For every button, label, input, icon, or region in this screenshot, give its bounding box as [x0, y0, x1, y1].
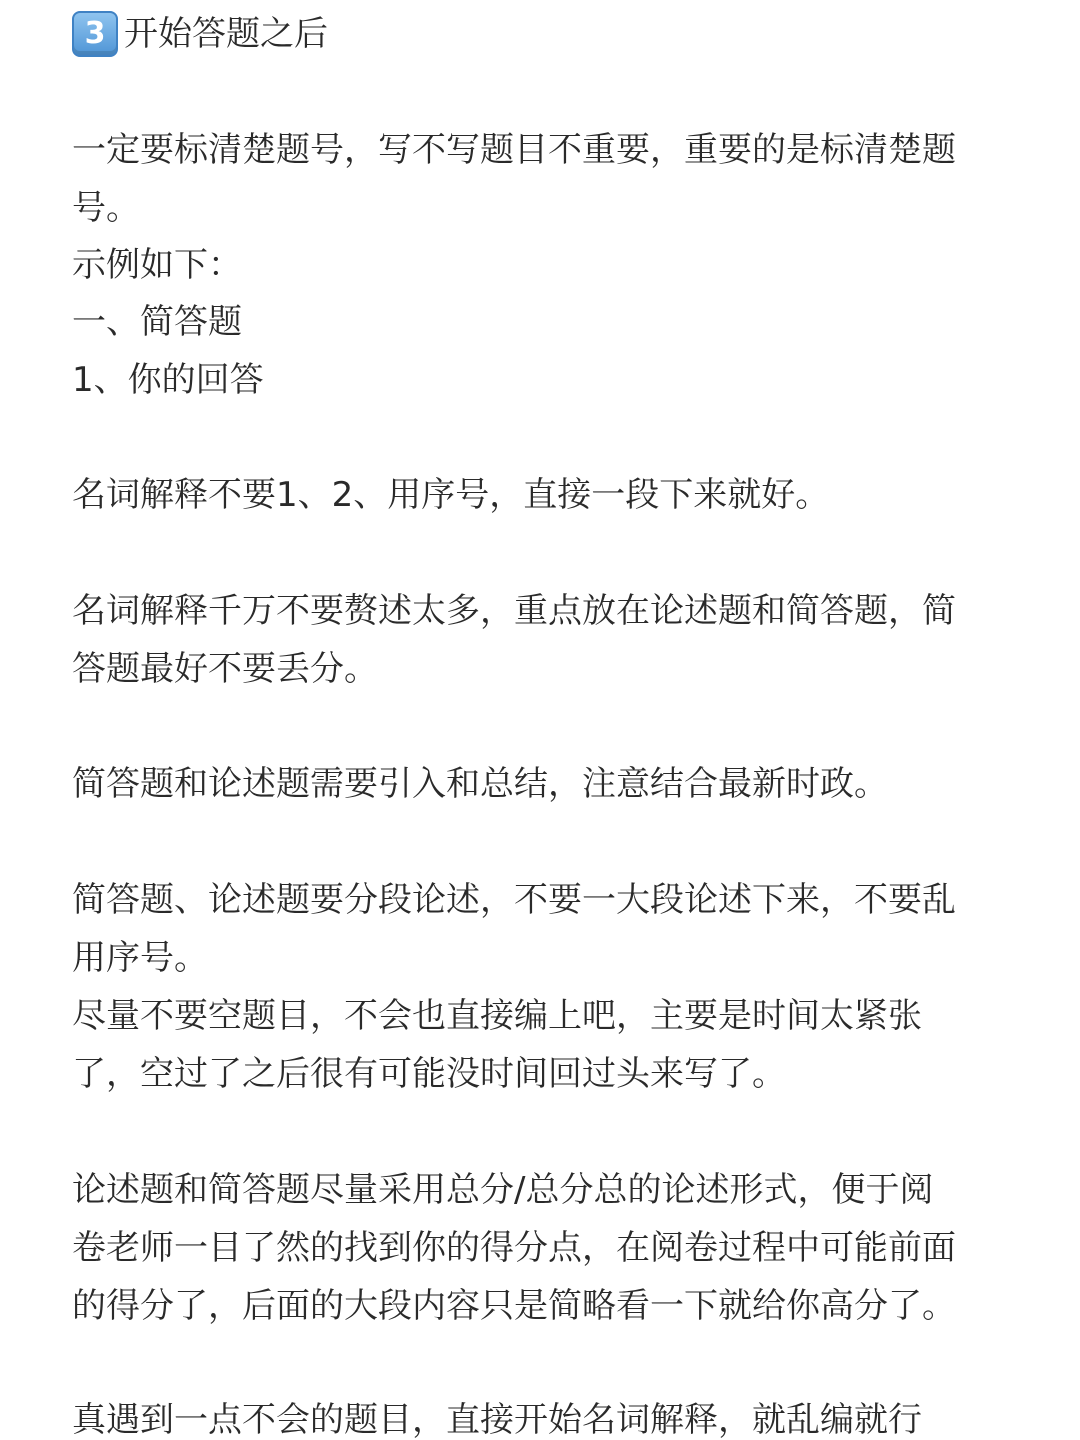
- text-line: 1、你的回答: [72, 360, 264, 400]
- text-line: 示例如下：: [72, 245, 242, 285]
- text-line: 了，空过了之后很有可能没时间回过头来写了。: [72, 1054, 786, 1094]
- text-line: 卷老师一目了然的找到你的得分点，在阅卷过程中可能前面: [72, 1228, 956, 1268]
- section-title: 开始答题之后: [124, 14, 328, 54]
- section-heading: [72, 10, 328, 58]
- text-line: 一、简答题: [72, 302, 242, 342]
- text-line: 号。: [72, 188, 140, 228]
- text-line: 简答题、论述题要分段论述，不要一大段论述下来，不要乱: [72, 880, 956, 920]
- text-line: 简答题和论述题需要引入和总结，注意结合最新时政。: [72, 764, 888, 804]
- text-line: 尽量不要空题目，不会也直接编上吧，主要是时间太紧张: [72, 996, 922, 1036]
- keycap-three-icon: 3: [72, 11, 118, 57]
- text-line: 名词解释千万不要赘述太多，重点放在论述题和简答题，简: [72, 591, 956, 631]
- text-line: 名词解释不要1、2、用序号，直接一段下来就好。: [72, 475, 830, 515]
- text-line: 真遇到一点不会的题目，直接开始名词解释，就乱编就行: [72, 1400, 922, 1440]
- text-line: 一定要标清楚题号，写不写题目不重要，重要的是标清楚题: [72, 130, 956, 170]
- text-line: 论述题和简答题尽量采用总分/总分总的论述形式，便于阅: [72, 1170, 934, 1210]
- text-line: 用序号。: [72, 938, 208, 978]
- text-line: 的得分了，后面的大段内容只是简略看一下就给你高分了。: [72, 1286, 956, 1326]
- text-line: 答题最好不要丢分。: [72, 649, 378, 689]
